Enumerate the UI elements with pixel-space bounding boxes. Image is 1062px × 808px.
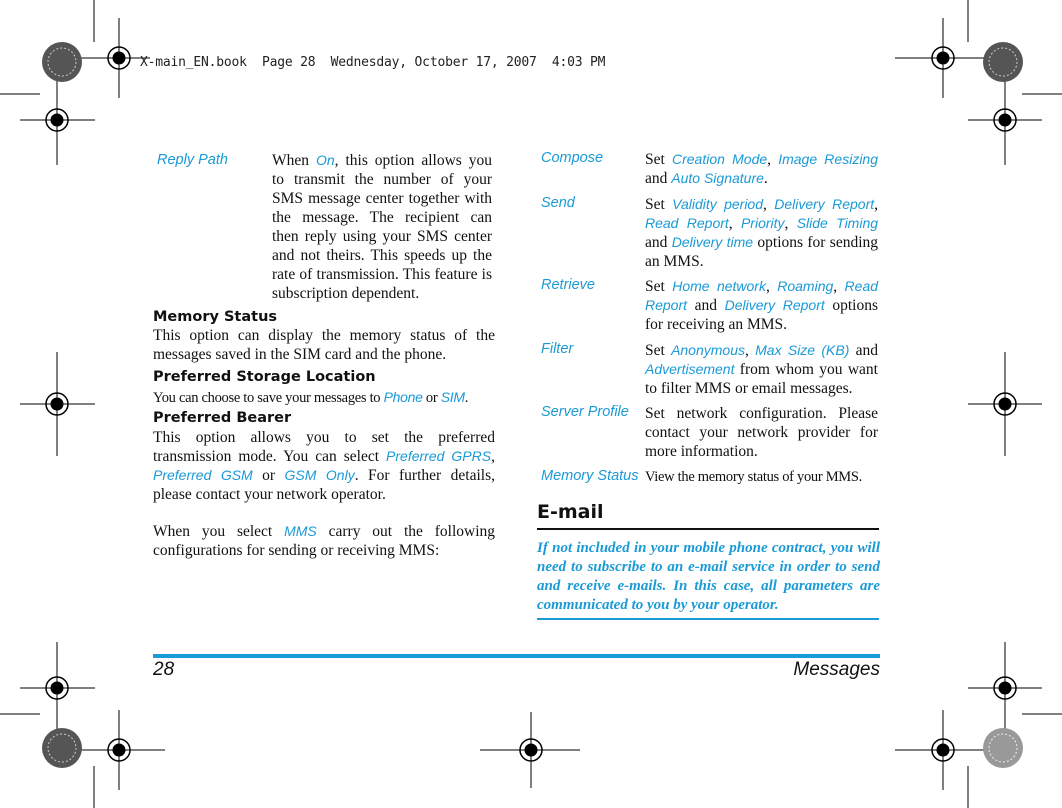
preferred-bearer-body: This option allows you to set the preferred transmission mode. You can select Preferred GPRS, Preferred GSM or GSM Only. For further details, please contact your network operator. bbox=[153, 429, 495, 503]
email-note: If not included in your mobile phone contract, you will need to subscribe to an e-mail service in order to send and receive e-mails. In this case, all parameters are communicated to you by your operator. bbox=[537, 540, 880, 613]
mms-term: Server Profile bbox=[541, 404, 629, 420]
email-title: E-mail bbox=[537, 501, 604, 523]
preferred-storage-heading: Preferred Storage Location bbox=[153, 369, 376, 385]
mms-term: Compose bbox=[541, 150, 604, 166]
email-title-rule bbox=[537, 528, 879, 530]
mms-row-filter bbox=[541, 341, 878, 401]
mms-term: Filter bbox=[541, 341, 574, 357]
mms-row-compose bbox=[541, 150, 878, 190]
reply-path-term: Reply Path bbox=[157, 152, 228, 168]
memory-status-body: This option can display the memory status of the messages saved in the SIM card and the phone. bbox=[153, 327, 495, 363]
mms-desc: Set Home network, Roaming, Read Report and Delivery Report options for receiving an MMS. bbox=[645, 278, 879, 333]
mms-term: Retrieve bbox=[541, 277, 595, 293]
reply-path-row bbox=[157, 151, 495, 301]
mms-term: Memory Status bbox=[541, 468, 639, 484]
mms-desc: View the memory status of your MMS. bbox=[645, 469, 862, 485]
email-note-rule bbox=[537, 618, 879, 620]
reply-path-desc: When On, this option allows you to transmit the number of your SMS message center together with the message. The recipient can then reply using your SMS center and not theirs. This speeds up the rate of transmission. This feature is subscription dependent. bbox=[272, 152, 492, 302]
section-title: Messages bbox=[793, 659, 880, 680]
mms-term: Send bbox=[541, 195, 575, 211]
mms-desc: Set Creation Mode, Image Resizing and Auto Signature. bbox=[645, 151, 879, 187]
mms-intro: When you select MMS carry out the following configurations for sending or receiving MMS: bbox=[153, 523, 495, 559]
mms-desc: Set network configuration. Please contact your network provider for more information. bbox=[645, 405, 878, 460]
mms-desc: Set Validity period, Delivery Report, Read Report, Priority, Slide Timing and Delivery time options for sending an MMS. bbox=[645, 196, 879, 270]
print-header: X-main_EN.book Page 28 Wednesday, October 17, 2007 4:03 PM bbox=[140, 55, 606, 70]
page-number: 28 bbox=[153, 659, 175, 680]
mms-row-memory-status bbox=[541, 468, 881, 490]
mms-row-server-profile bbox=[541, 404, 878, 464]
mms-row-retrieve bbox=[541, 277, 878, 337]
memory-status-heading: Memory Status bbox=[153, 309, 278, 325]
mms-desc: Set Anonymous, Max Size (KB) and Advertisement from whom you want to filter MMS or email messages. bbox=[645, 342, 878, 397]
mms-row-send bbox=[541, 195, 878, 275]
footer-rule bbox=[153, 654, 880, 658]
preferred-storage-body: You can choose to save your messages to Phone or SIM. bbox=[153, 389, 469, 406]
preferred-bearer-heading: Preferred Bearer bbox=[153, 410, 292, 426]
